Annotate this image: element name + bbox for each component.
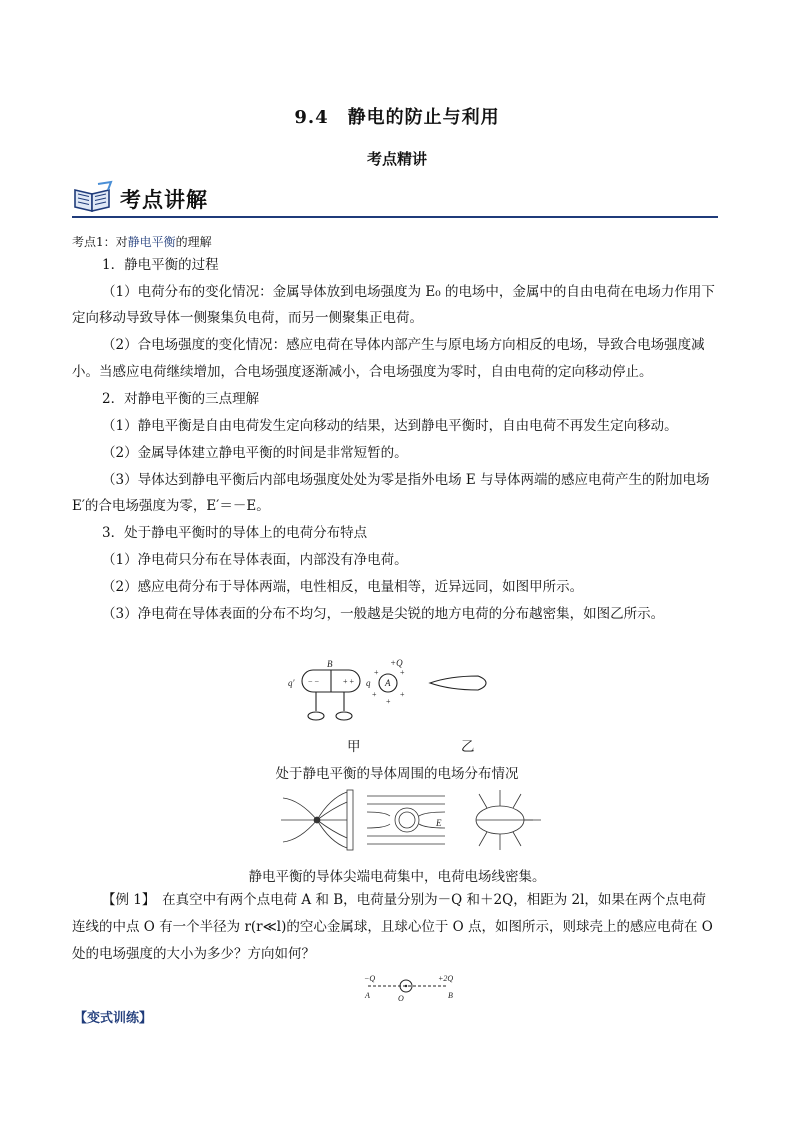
svg-text:+: + [400,690,405,699]
topic-highlight: 静电平衡 [127,235,176,249]
topic-suffix: 的理解 [175,235,212,249]
example-line: 【例 1】 在真空中有两个点电荷 A 和 B，电荷量分别为－Q 和＋2Q，相距为 2l，如果在两个点电荷 [102,892,706,908]
label-A: A [365,991,370,1000]
svg-text:+: + [400,668,405,677]
example-line: 处的电场强度的大小为多少？方向如何？ [72,946,315,962]
label-B: B [448,991,453,1000]
label-B: B [327,659,333,669]
body-line: 定向移动导致导体一侧聚集负电荷，而另一侧聚集正电荷。 [72,310,423,326]
section-divider [72,216,718,218]
svg-text:+: + [374,668,379,677]
body-line: （2）感应电荷分布于导体两端，电性相反，电量相等，近异远同，如图甲所示。 [102,579,584,595]
body-line: （3）导体达到静电平衡后内部电场强度处处为零是指外电场 E 与导体两端的感应电荷产生的附加电场 [102,472,710,488]
body-line: 2．对静电平衡的三点理解 [102,391,260,407]
body-line: （1）净电荷只分布在导体表面，内部没有净电荷。 [102,552,408,568]
figure-label-yi: 乙 [461,739,475,755]
label-q: q [366,678,371,688]
label-plus-Q: +Q [390,658,403,668]
body-line: 3．处于静电平衡时的导体上的电荷分布特点 [102,525,368,541]
variant-training-heading: 【变式训练】 [74,1011,153,1026]
body-line: （2）金属导体建立静电平衡的时间是非常短暂的。 [102,445,408,461]
svg-text:+ +: + + [343,677,355,686]
label-minus-Q: −Q [364,974,376,983]
svg-text:+: + [372,690,377,699]
svg-text:+: + [386,697,391,706]
figure-caption: 静电平衡的导体尖端电荷集中，电荷电场线密集。 [248,869,546,885]
figure-field-lines [275,788,545,853]
figure-caption: 处于静电平衡的导体周围的电场分布情况 [275,766,519,782]
body-line: （2）合电场强度的变化情况：感应电荷在导体内部产生与原电场方向相反的电场，导致合电场强度减 [102,337,705,353]
page-title: 9.4 静电的防止与利用 [294,107,500,128]
page-subtitle: 考点精讲 [366,150,427,168]
section-title: 考点讲解 [120,188,208,212]
topic-prefix: 考点1：对 [72,235,128,249]
topic-heading [72,233,212,251]
figure-label-jia: 甲 [347,739,361,755]
example-line: 连线的中点 O 有一个半径为 r(r≪l)的空心金属球，且球心位于 O 点，如图所示，则球壳上的感应电荷在 O [72,919,713,935]
book-icon [72,180,114,214]
svg-text:− −: − − [308,677,320,686]
body-line: （1）电荷分布的变化情况：金属导体放到电场强度为 E₀ 的电场中，金属中的自由电荷在电场力作用下 [102,284,715,300]
body-line: （3）净电荷在导体表面的分布不均匀，一般越是尖锐的地方电荷的分布越密集，如图乙所示。 [102,606,665,622]
body-line: （1）静电平衡是自由电荷发生定向移动的结果，达到静电平衡时，自由电荷不再发生定向移动。 [102,418,678,434]
section-header [72,180,722,220]
label-A: A [385,678,391,688]
label-q-prime: q′ [288,678,295,688]
label-E: E [436,818,442,828]
figure-charge-distribution [280,655,520,730]
label-plus-2Q: +2Q [438,974,454,983]
figure-example [360,972,470,1002]
body-line: E′的合电场强度为零，E′＝－E。 [72,498,270,514]
body-line: 小。当感应电荷继续增加，合电场强度逐渐减小，合电场强度为零时，自由电荷的定向移动停止。 [72,364,653,380]
label-O: O [398,994,404,1002]
body-line: 1．静电平衡的过程 [102,257,219,273]
